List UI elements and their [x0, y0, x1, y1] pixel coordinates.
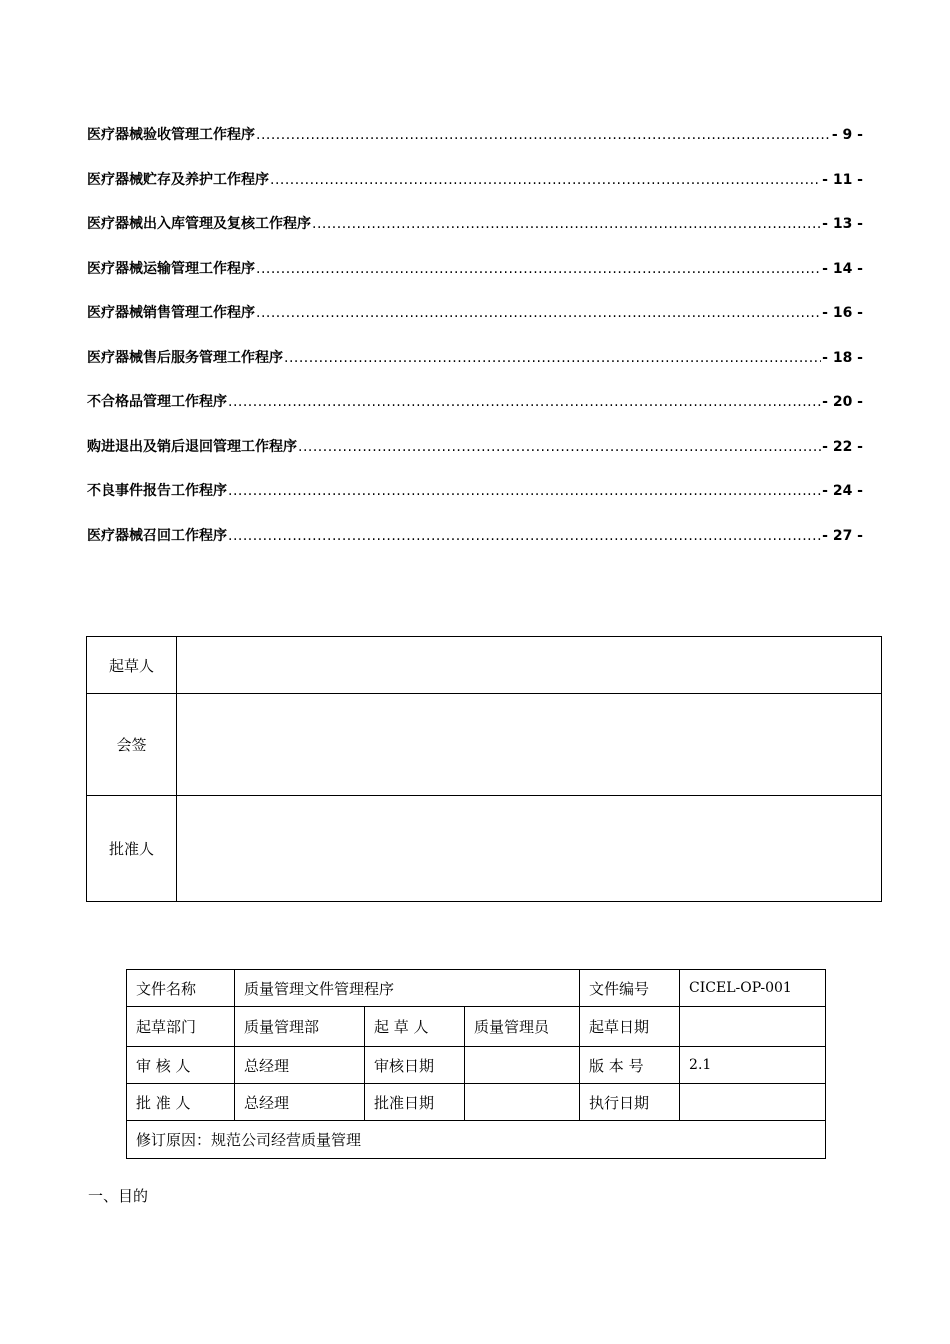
approver-label: 批 准 人 [127, 1084, 235, 1121]
approver-value: 总经理 [235, 1084, 365, 1121]
toc-entry[interactable] [87, 391, 863, 436]
approve-date-label: 批准日期 [365, 1084, 465, 1121]
toc-leader-dots [284, 350, 821, 366]
toc-entry-title: 医疗器械验收管理工作程序 [87, 127, 255, 143]
version-value: 2.1 [680, 1047, 826, 1084]
toc-entry[interactable] [87, 169, 863, 214]
info-row [127, 1121, 826, 1159]
countersign-label: 会签 [87, 694, 177, 796]
toc-leader-dots [228, 483, 821, 499]
toc-entry[interactable] [87, 525, 863, 570]
toc-entry[interactable] [87, 302, 863, 347]
toc-leader-dots [256, 261, 821, 277]
info-row [127, 970, 826, 1007]
toc-entry-page: - 14 - [822, 260, 863, 277]
toc-entry-title: 购进退出及销后退回管理工作程序 [87, 438, 297, 455]
toc-entry[interactable] [87, 436, 863, 481]
toc-entry-page: - 16 - [822, 305, 863, 321]
toc-entry-page: - 9 - [831, 127, 863, 143]
review-date-value [465, 1047, 580, 1084]
toc-entry-page: - 27 - [822, 527, 863, 544]
table-of-contents [87, 124, 863, 569]
info-row [127, 1007, 826, 1047]
revision-reason: 修订原因：规范公司经营质量管理 [127, 1121, 826, 1159]
toc-entry-title: 不合格品管理工作程序 [87, 394, 227, 410]
version-label: 版 本 号 [580, 1047, 680, 1084]
toc-leader-dots [312, 216, 821, 232]
toc-entry-page: - 22 - [822, 438, 863, 455]
toc-entry[interactable] [87, 258, 863, 303]
countersign-row [87, 694, 882, 796]
toc-entry-page: - 20 - [822, 394, 863, 410]
countersign-cell[interactable] [177, 694, 882, 796]
exec-date-label: 执行日期 [580, 1084, 680, 1121]
approve-date-value [465, 1084, 580, 1121]
doc-name-label: 文件名称 [127, 970, 235, 1007]
toc-leader-dots [298, 439, 821, 455]
signature-table [86, 636, 882, 902]
section-heading: 一、目的 [88, 1187, 149, 1205]
toc-entry-title: 医疗器械出入库管理及复核工作程序 [87, 216, 311, 232]
toc-leader-dots [228, 528, 821, 544]
toc-entry-title: 医疗器械贮存及养护工作程序 [87, 171, 269, 188]
info-row [127, 1084, 826, 1121]
toc-leader-dots [228, 394, 821, 410]
toc-entry-page: - 24 - [822, 483, 863, 499]
toc-entry[interactable] [87, 213, 863, 258]
draft-dept-value: 质量管理部 [235, 1007, 365, 1047]
toc-entry[interactable] [87, 124, 863, 169]
toc-entry-title: 不良事件报告工作程序 [87, 483, 227, 499]
drafter-label: 起草人 [87, 637, 177, 694]
draft-dept-label: 起草部门 [127, 1007, 235, 1047]
exec-date-value [680, 1084, 826, 1121]
approver-label: 批准人 [87, 796, 177, 902]
approver-row [87, 796, 882, 902]
doc-no-label: 文件编号 [580, 970, 680, 1007]
toc-leader-dots [256, 305, 821, 321]
toc-entry-page: - 11 - [822, 171, 863, 188]
document-info-table [126, 969, 826, 1159]
toc-leader-dots [270, 172, 821, 188]
toc-entry-page: - 13 - [822, 216, 863, 232]
drafter-cell[interactable] [177, 637, 882, 694]
toc-leader-dots [256, 127, 831, 143]
toc-entry-title: 医疗器械运输管理工作程序 [87, 260, 255, 277]
toc-entry[interactable] [87, 480, 863, 525]
toc-entry[interactable] [87, 347, 863, 392]
reviewer-label: 审 核 人 [127, 1047, 235, 1084]
toc-entry-title: 医疗器械销售管理工作程序 [87, 305, 255, 321]
drafter-value: 质量管理员 [465, 1007, 580, 1047]
toc-entry-title: 医疗器械售后服务管理工作程序 [87, 349, 283, 366]
approver-cell[interactable] [177, 796, 882, 902]
drafter-label: 起 草 人 [365, 1007, 465, 1047]
draft-date-value [680, 1007, 826, 1047]
reviewer-value: 总经理 [235, 1047, 365, 1084]
doc-no-value: CICEL-OP-001 [680, 970, 826, 1007]
info-row [127, 1047, 826, 1084]
review-date-label: 审核日期 [365, 1047, 465, 1084]
toc-entry-page: - 18 - [822, 349, 863, 366]
doc-name-value: 质量管理文件管理程序 [235, 970, 580, 1007]
toc-entry-title: 医疗器械召回工作程序 [87, 527, 227, 544]
draft-date-label: 起草日期 [580, 1007, 680, 1047]
drafter-row [87, 637, 882, 694]
